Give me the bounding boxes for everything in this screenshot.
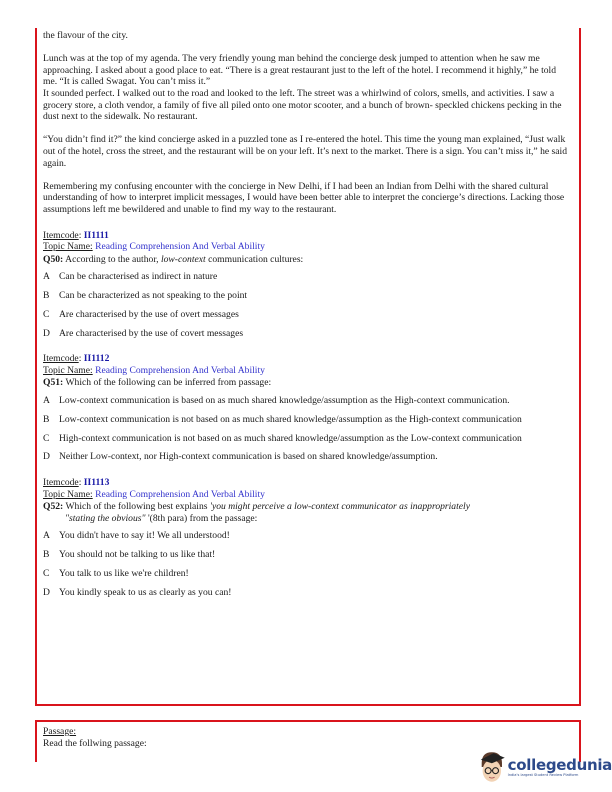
passage-paragraph: It sounded perfect. I walked out to the road and looked to the left. The street was a whirlwind of colors, smells, and activities. I saw a grocery store, a cloth vendor, a family of five all piled onto one motor scooter, and a bunch of brown- speckled chickens pecking in the dust next to the sidewalk. No restaurant.: [43, 87, 562, 123]
itemcode-line: Itemcode: II1111: [43, 229, 109, 241]
topic-line: [43, 241, 571, 253]
question-number: Q51:: [43, 377, 64, 389]
options-list: [43, 395, 571, 463]
option-letter: C: [43, 432, 50, 444]
passage-paragraph: the flavour of the city.: [43, 30, 128, 41]
logo-brand: collegedunia: [507, 756, 612, 774]
options-list: [43, 271, 571, 339]
itemcode-value: II1112: [83, 353, 110, 365]
question-text-part: Which of the following can be inferred from passage:: [63, 377, 272, 389]
question-text-italic: "stating the obvious": [65, 512, 146, 524]
option-text: Can be characterised as indirect in nature: [59, 271, 218, 283]
option-letter: C: [43, 308, 50, 320]
option-text: Are characterised by the use of overt messages: [59, 308, 239, 320]
option-letter: D: [43, 327, 50, 339]
options-list: [43, 530, 571, 598]
option-a[interactable]: [43, 395, 571, 407]
question-text-part: According to the author,: [63, 253, 161, 265]
option-letter: B: [43, 549, 50, 561]
option-text: Low-context communication is not based on as much shared knowledge/assumption as the High-context communication: [59, 413, 522, 425]
option-text: Can be characterized as not speaking to the point: [59, 290, 248, 302]
topic-label: Topic Name:: [43, 488, 93, 500]
passage-label: Passage:: [43, 726, 77, 737]
itemcode-label: Itemcode: [43, 476, 79, 488]
question-item: [43, 353, 571, 463]
passage-intro: Read the follwing passage:: [43, 737, 147, 749]
itemcode-label: Itemcode: [43, 229, 79, 241]
option-d[interactable]: [43, 328, 571, 340]
question-number: Q52:: [43, 501, 64, 513]
topic-line: [43, 365, 571, 377]
option-b[interactable]: [43, 414, 571, 426]
topic-line: [43, 489, 571, 501]
question-text: [43, 501, 571, 524]
option-letter: A: [43, 271, 50, 283]
option-a[interactable]: [43, 271, 571, 283]
option-letter: B: [43, 290, 50, 302]
question-text: [43, 254, 571, 266]
passage-paragraph: Remembering my confusing encounter with the concierge in New Delhi, if I had been an Indian from Delhi with the shared cultural understanding of how to interpret implicit messages, I would have been better able to interpret the concierge’s directions. Lacking those assumptions left me bewildered and unable to find my way to the restaurant.: [43, 180, 565, 215]
option-b[interactable]: [43, 549, 571, 561]
option-b[interactable]: [43, 290, 571, 302]
option-c[interactable]: [43, 309, 571, 321]
topic-value: Reading Comprehension And Verbal Ability: [95, 364, 265, 376]
passage-paragraph: Lunch was at the top of my agenda. The very friendly young man behind the concierge desk jumped to attention when he saw me approaching. I asked about a good place to eat. “There is a great restaurant just to the left of the hotel. I recommend it highly,” he told me. “It is called Swagat. You can’t miss it.”: [43, 53, 556, 88]
topic-value: Reading Comprehension And Verbal Ability: [95, 241, 265, 253]
question-text: [43, 377, 571, 389]
option-letter: B: [43, 413, 50, 425]
itemcode-line: Itemcode: II1113: [43, 476, 110, 488]
topic-label: Topic Name:: [43, 241, 93, 253]
option-d[interactable]: [43, 587, 571, 599]
question-number: Q50:: [43, 253, 64, 265]
option-letter: D: [43, 586, 50, 598]
mascot-icon: [478, 747, 506, 787]
passage-text: [43, 30, 571, 216]
option-c[interactable]: [43, 568, 571, 580]
option-d[interactable]: [43, 451, 571, 463]
collegedunia-logo: [478, 742, 612, 792]
question-text-italic: 'you might perceive a low-context communicator as inappropriately: [209, 501, 470, 513]
passage-paragraph: “You didn’t find it?” the kind concierge asked in a puzzled tone as I re-entered the hotel. This time the young man explained, “Just walk out of the hotel, cross the street, and the restaurant will be on your left. It’s next to the market. There is a sign. You can’t miss it,” he said again.: [43, 134, 567, 169]
option-letter: A: [43, 395, 50, 406]
option-letter: D: [43, 451, 50, 463]
option-text: High-context communication is not based on as much shared knowledge/assumption as the Low-context communication: [59, 432, 522, 444]
option-text: You should not be talking to us like that!: [59, 549, 216, 561]
question-text-italic: low-context: [160, 253, 206, 265]
question-section: [35, 28, 581, 706]
option-text: You talk to us like we're children!: [59, 567, 189, 579]
option-text: Are characterised by the use of covert messages: [59, 327, 244, 339]
option-text: Low-context communication is based on as much shared knowledge/assumption as the High-context communication.: [59, 395, 510, 406]
itemcode-label: Itemcode: [43, 353, 79, 365]
question-text-part: '(8th para) from the passage:: [145, 512, 258, 524]
topic-label: Topic Name:: [43, 364, 93, 376]
topic-value: Reading Comprehension And Verbal Ability: [95, 488, 265, 500]
option-letter: C: [43, 567, 50, 579]
logo-tagline: India's largest Student Review Platform: [507, 773, 579, 777]
itemcode-value: II1111: [83, 229, 109, 241]
question-item: [43, 477, 571, 598]
option-c[interactable]: [43, 433, 571, 445]
question-text-part: Which of the following best explains: [63, 501, 210, 513]
option-text: Neither Low-context, nor High-context communication is based on shared knowledge/assumption.: [59, 451, 438, 463]
itemcode-value: II1113: [83, 476, 110, 488]
option-letter: A: [43, 530, 50, 542]
option-text: You didn't have to say it! We all understood!: [59, 530, 230, 542]
question-item: [43, 230, 571, 340]
question-text-part: communication cultures:: [205, 253, 304, 265]
option-text: You kindly speak to us as clearly as you can!: [59, 586, 232, 598]
itemcode-line: Itemcode: II1112: [43, 353, 110, 365]
option-a[interactable]: [43, 530, 571, 542]
